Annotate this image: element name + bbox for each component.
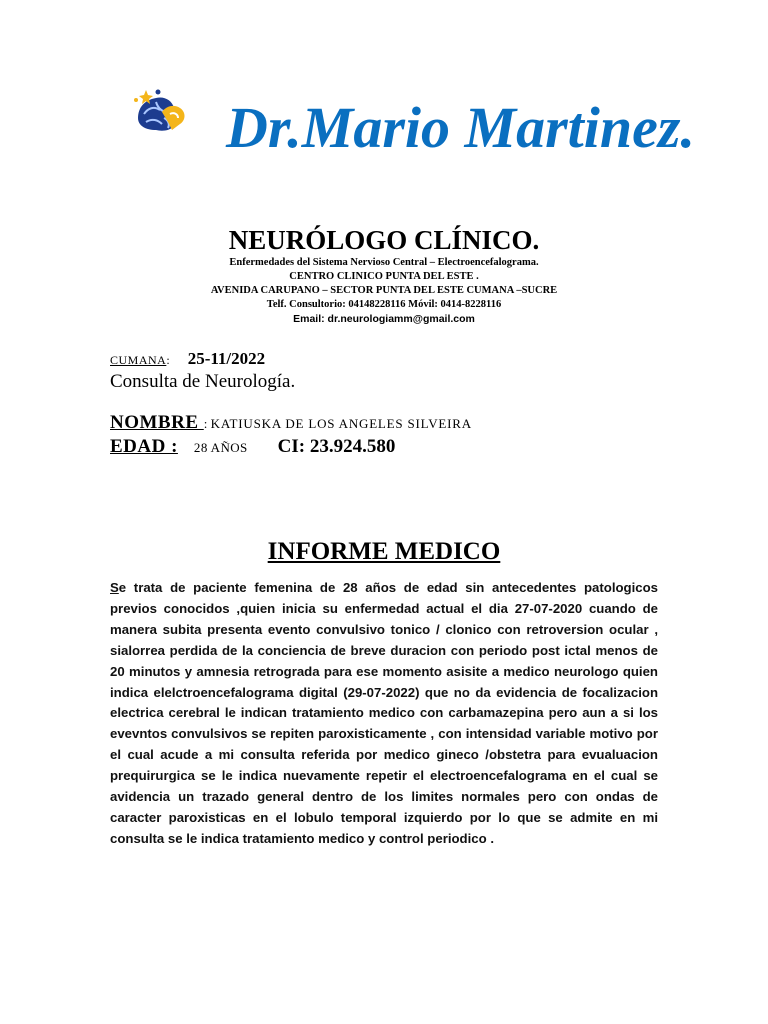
consult-title: Consulta de Neurología. — [110, 371, 296, 392]
patient-name: KATIUSKA DE LOS ANGELES SILVEIRA — [210, 416, 472, 431]
specialty-title: NEURÓLOGO CLÍNICO. — [228, 225, 540, 255]
report-title-text: INFORME MEDICO — [267, 538, 501, 565]
report-body — [110, 578, 658, 850]
header-line-phone: Telf. Consultorio: 04148228116 Móvil: 0414-8228116 — [266, 299, 502, 310]
consult-date: 25-11/2022 — [187, 349, 266, 368]
report-first-letter: S — [110, 580, 119, 595]
patient-name-line — [110, 412, 472, 434]
city-date-line — [110, 349, 265, 369]
header-line-center: CENTRO CLINICO PUNTA DEL ESTE . — [289, 271, 479, 282]
age-label: EDAD : — [110, 436, 178, 457]
city-colon: : — [166, 353, 170, 367]
header-email: Email: dr.neurologiamm@gmail.com — [293, 313, 475, 325]
header-line-address: AVENIDA CARUPANO – SECTOR PUNTA DEL ESTE CUMANA –SUCRE — [210, 285, 558, 296]
patient-ci: CI: 23.924.580 — [277, 436, 396, 457]
name-label: NOMBRE — [110, 412, 204, 433]
patient-age-line — [110, 436, 395, 458]
doctor-name: Dr.Mario Martinez. — [226, 95, 695, 160]
city-label: CUMANA — [110, 353, 167, 367]
header-line-services: Enfermedades del Sistema Nervioso Central – Electroencefalograma. — [229, 257, 539, 268]
patient-age: 28 AÑOS — [193, 440, 248, 455]
report-body-text: e trata de paciente femenina de 28 años de edad sin antecedentes patologicos previos conocidos ,quien inicia su enfermedad actual el dia 27-07-2020 cuando de manera subita presenta evento convulsivo tonico / clonico con retroversion ocular , sialorrea perdida de la conciencia de breve duracion con periodo post ictal menos de 20 minutos y amnesia retrograda para ese momento asisite a medico neurologo quien indica elelctroencefalograma digital (29-07-2022) que no da evidencia de focalizacion electrica cerebral le indican tratamiento medico con carbamazepina pero aun a si los evevntos convulsivos se repiten paroxisticamente , con intensidad variable motivo por el cual acude a mi consulta referida por medico gineco /obstetra para evualuacion prequirurgica se le indica nuevamente repetir el electroencefalograma en el cual se avidencia un trazado general dentro de los limites normales pero con ondas de caracter paroxisticas en el lobulo temporal izquierdo por lo que se admite en mi consulta se le indica tratamiento medico y control periodico . — [110, 580, 658, 846]
name-colon: : — [203, 416, 211, 431]
report-title — [0, 536, 768, 568]
header-info — [0, 256, 768, 326]
